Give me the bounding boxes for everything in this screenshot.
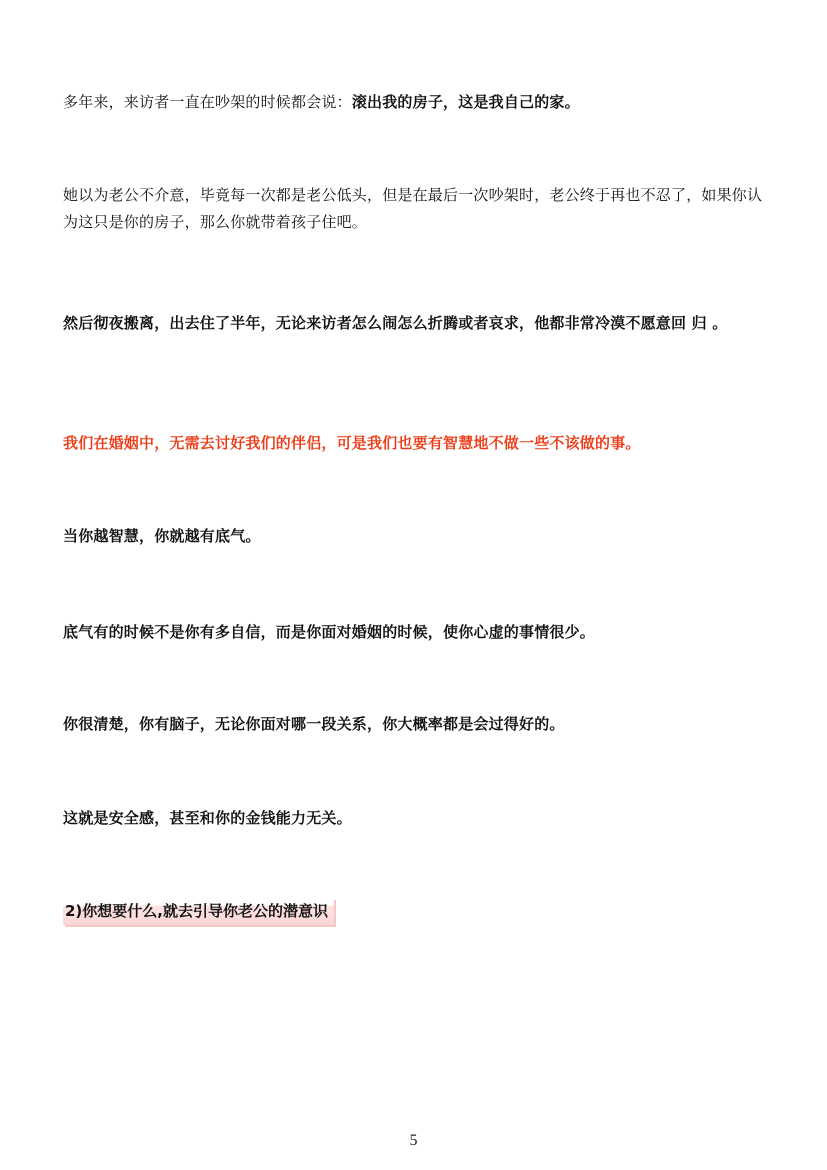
page-number: 5 — [409, 1132, 418, 1149]
paragraph-7: 你很清楚，你有脑子，无论你面对哪一段关系，你大概率都是会过得好的。 — [63, 715, 565, 733]
section-heading: 2)你想要什么,就去引导你老公的潜意识 — [63, 898, 334, 925]
paragraph-8: 这就是安全感，甚至和你的金钱能力无关。 — [63, 809, 352, 827]
paragraph-1-quote: 滚出我的房子，这是我自己的家。 — [351, 93, 580, 111]
paragraph-4-highlighted: 我们在婚姻中，无需去讨好我们的伴侣，可是我们也要有智慧地不做一些不该做的事。 — [63, 434, 641, 452]
paragraph-3: 然后彻夜搬离，出去住了半年，无论来访者怎么闹怎么折腾或者哀求，他都非常冷漠不愿意回 归 。 — [63, 314, 728, 332]
paragraph-1 — [63, 89, 763, 116]
section-heading-container — [63, 898, 334, 925]
paragraph-5: 当你越智慧，你就越有底气。 — [63, 527, 261, 545]
paragraph-1-lead: 多年来，来访者一直在吵架的时候都会说： — [63, 93, 352, 111]
paragraph-2: 她以为老公不介意，毕竟每一次都是老公低头，但是在最后一次吵架时，老公终于再也不忍了，如果你认为这只是你的房子，那么你就带着孩子住吧。 — [63, 186, 763, 231]
paragraph-6: 底气有的时候不是你有多自信，而是你面对婚姻的时候，使你心虚的事情很少。 — [63, 623, 596, 641]
